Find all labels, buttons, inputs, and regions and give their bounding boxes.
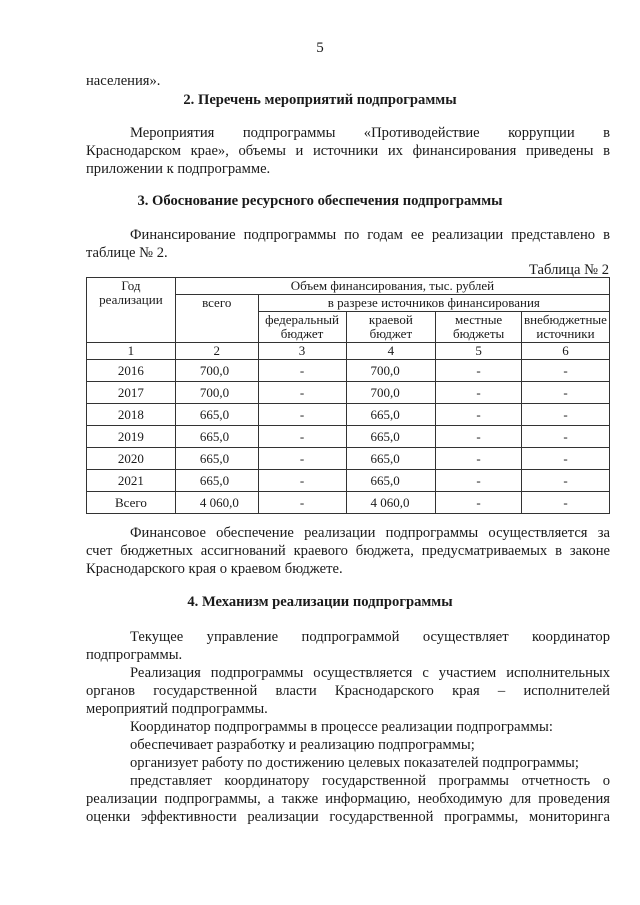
col-number: 5 — [436, 343, 522, 360]
regional-cell: 665,0 — [346, 448, 436, 470]
page-number: 5 — [316, 40, 324, 56]
extra-cell: - — [521, 360, 609, 382]
local-cell: - — [436, 448, 522, 470]
table-row — [87, 360, 610, 382]
section4-line-7: обеспечивает разработку и реализацию подпрограммы; — [130, 737, 475, 753]
funding-line-3: Краснодарского края о краевом бюджете. — [86, 561, 343, 577]
section2-line-3: приложении к подпрограмме. — [86, 161, 271, 177]
total-cell: 665,0 — [175, 404, 258, 426]
section3-line-2: таблице № 2. — [86, 245, 168, 261]
regional-cell: 665,0 — [346, 426, 436, 448]
local-cell: - — [436, 360, 522, 382]
total-cell: 4 060,0 — [175, 492, 258, 514]
header-extra: внебюджетные источники — [521, 312, 609, 343]
local-cell: - — [436, 492, 522, 514]
section4-line-2: подпрограммы. — [86, 647, 183, 663]
header-sources: в разрезе источников финансирования — [258, 295, 609, 312]
header-year: Год реализации — [87, 278, 176, 343]
section4-line-8: организует работу по достижению целевых показателей подпрограммы; — [130, 755, 579, 771]
header-local: местные бюджеты — [436, 312, 522, 343]
extra-cell: - — [521, 382, 609, 404]
section3-heading: 3. Обоснование ресурсного обеспечения подпрограммы — [137, 193, 503, 209]
federal-cell: - — [258, 382, 346, 404]
funding-line-2: счет бюджетных ассигнований краевого бюджета, предусматриваемых в законе — [86, 543, 610, 559]
extra-cell: - — [521, 492, 609, 514]
year-cell: 2020 — [87, 448, 176, 470]
total-cell: 700,0 — [175, 382, 258, 404]
section4-line-4: органов государственной власти Краснодарского края – исполнителей — [86, 683, 610, 699]
federal-cell: - — [258, 492, 346, 514]
intro-tail: населения». — [86, 73, 161, 89]
total-cell: 665,0 — [175, 448, 258, 470]
section4-line-5: мероприятий подпрограммы. — [86, 701, 268, 717]
extra-cell: - — [521, 404, 609, 426]
table-caption: Таблица № 2 — [529, 262, 609, 278]
federal-cell: - — [258, 360, 346, 382]
federal-cell: - — [258, 426, 346, 448]
section3-line-1: Финансирование подпрограммы по годам ее реализации представлено в — [130, 227, 610, 243]
year-cell: 2021 — [87, 470, 176, 492]
section4-line-11: оценки эффективности реализации государственной программы, мониторинга — [86, 809, 610, 825]
total-cell: 700,0 — [175, 360, 258, 382]
section4-line-9: представляет координатору государственной программы отчетность о — [130, 773, 610, 789]
table-row — [87, 426, 610, 448]
table-row — [87, 470, 610, 492]
regional-cell: 700,0 — [346, 360, 436, 382]
section4-line-6: Координатор подпрограммы в процессе реализации подпрограммы: — [130, 719, 553, 735]
section4-line-10: реализации подпрограммы, а также информацию, необходимую для проведения — [86, 791, 610, 807]
regional-cell: 4 060,0 — [346, 492, 436, 514]
section4-heading: 4. Механизм реализации подпрограммы — [187, 594, 453, 610]
table-row — [87, 382, 610, 404]
section4-line-1: Текущее управление подпрограммой осуществляет координатор — [130, 629, 610, 645]
local-cell: - — [436, 426, 522, 448]
local-cell: - — [436, 470, 522, 492]
col-number: 2 — [175, 343, 258, 360]
header-volume: Объем финансирования, тыс. рублей — [175, 278, 609, 295]
regional-cell: 700,0 — [346, 382, 436, 404]
header-total: всего — [175, 295, 258, 343]
year-cell: 2017 — [87, 382, 176, 404]
column-numbers-row — [87, 343, 610, 360]
col-number: 6 — [521, 343, 609, 360]
extra-cell: - — [521, 426, 609, 448]
local-cell: - — [436, 382, 522, 404]
section2-heading: 2. Перечень мероприятий подпрограммы — [183, 92, 457, 108]
col-number: 3 — [258, 343, 346, 360]
regional-cell: 665,0 — [346, 404, 436, 426]
total-cell: 665,0 — [175, 470, 258, 492]
col-number: 4 — [346, 343, 436, 360]
table-total-row — [87, 492, 610, 514]
extra-cell: - — [521, 470, 609, 492]
section2-line-1: Мероприятия подпрограммы «Противодействие коррупции в — [130, 125, 610, 141]
header-regional: краевой бюджет — [346, 312, 436, 343]
funding-line-1: Финансовое обеспечение реализации подпрограммы осуществляется за — [130, 525, 610, 541]
year-cell: 2019 — [87, 426, 176, 448]
federal-cell: - — [258, 404, 346, 426]
section4-line-3: Реализация подпрограммы осуществляется с участием исполнительных — [130, 665, 610, 681]
regional-cell: 665,0 — [346, 470, 436, 492]
federal-cell: - — [258, 470, 346, 492]
year-cell: 2018 — [87, 404, 176, 426]
federal-cell: - — [258, 448, 346, 470]
col-number: 1 — [87, 343, 176, 360]
total-cell: 665,0 — [175, 426, 258, 448]
year-cell: Всего — [87, 492, 176, 514]
table-row — [87, 448, 610, 470]
extra-cell: - — [521, 448, 609, 470]
header-federal: федеральный бюджет — [258, 312, 346, 343]
year-cell: 2016 — [87, 360, 176, 382]
financing-table — [86, 277, 610, 514]
section2-line-2: Краснодарском крае», объемы и источники их финансирования приведены в — [86, 143, 610, 159]
local-cell: - — [436, 404, 522, 426]
table-row — [87, 404, 610, 426]
